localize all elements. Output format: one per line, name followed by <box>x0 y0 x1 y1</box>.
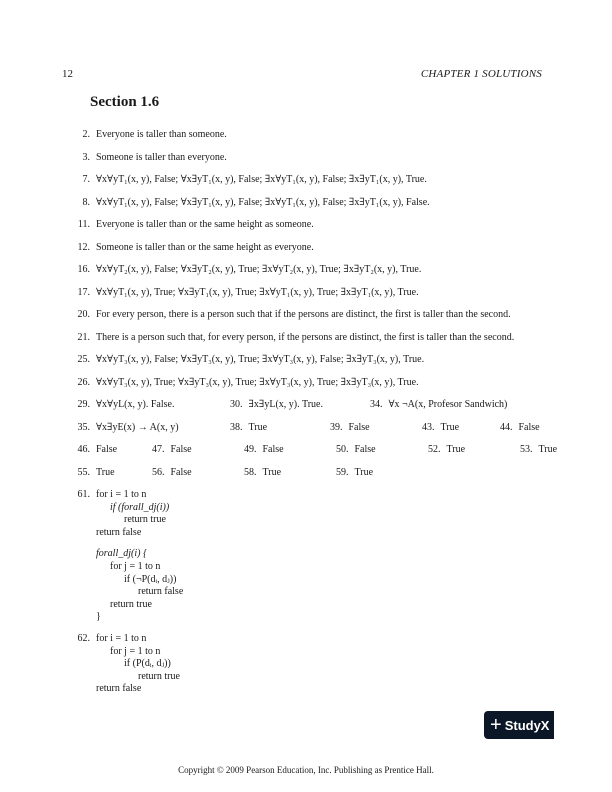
answer-item <box>60 196 542 209</box>
answer-text: True <box>248 421 268 433</box>
answer-number: 35. <box>77 421 90 433</box>
code-line: return false <box>138 586 184 598</box>
answer-item <box>230 421 330 434</box>
answer-text: False <box>170 466 192 478</box>
answer-item <box>336 466 428 479</box>
answer-number: 11. <box>77 219 90 230</box>
answer-item <box>60 218 542 231</box>
answer-item <box>152 443 244 456</box>
code-line: return false <box>96 526 142 538</box>
answer-item <box>422 421 500 434</box>
section-title: Section 1.6 <box>90 94 160 110</box>
answer-text: ∃x∃yL(x, y). True. <box>248 399 323 410</box>
badge-label: StudyX <box>504 717 550 733</box>
answer-text: False <box>518 421 540 433</box>
answer-number: 25. <box>77 354 90 365</box>
answer-item <box>60 173 542 186</box>
answer-item <box>60 443 152 456</box>
answer-item <box>60 466 152 479</box>
answer-text: True <box>538 444 558 455</box>
answer-61 <box>60 488 542 623</box>
answer-number: 20. <box>77 309 90 320</box>
answer-item <box>428 443 520 456</box>
answer-number: 29. <box>77 399 90 410</box>
code-line: return true <box>138 670 180 682</box>
code-line: if (P(dᵢ, dⱼ)) <box>124 658 171 670</box>
answer-item <box>230 398 370 411</box>
answer-text: Someone is taller than or the same height as everyone. <box>96 241 314 253</box>
answer-number: 59. <box>336 466 349 478</box>
answer-number: 44. <box>500 421 513 433</box>
code-line: if (forall_dj(i)) <box>110 501 170 513</box>
answer-text: True <box>354 466 374 478</box>
answer-item <box>520 443 558 456</box>
answer-number: 2. <box>82 129 90 140</box>
answer-number: 52. <box>428 444 441 455</box>
answer-text: ∀x ¬A(x, Profesor Sandwich) <box>388 399 508 410</box>
answer-text: ∀x∀yT₁(x, y), True; ∀x∃yT₁(x, y), True; ∃x∀yT₁(x, y), True; ∃x∃yT₁(x, y), True. <box>96 286 419 298</box>
answer-number: 55. <box>77 466 90 478</box>
answer-text: Someone is taller than everyone. <box>96 151 227 163</box>
answer-item <box>60 263 542 276</box>
answer-item <box>244 466 336 479</box>
answer-number: 46. <box>77 444 90 455</box>
answer-item <box>60 421 230 434</box>
code-line: forall_dj(i) { <box>96 548 147 560</box>
answer-number: 12. <box>77 241 90 253</box>
code-line: for i = 1 to n <box>96 489 147 500</box>
answer-number: 21. <box>77 331 90 343</box>
answers-content <box>60 128 558 704</box>
answer-number: 61. <box>77 489 90 500</box>
running-head: CHAPTER 1 SOLUTIONS <box>420 68 542 80</box>
code-line: return true <box>124 514 166 526</box>
answer-number: 58. <box>244 466 257 478</box>
answer-text: There is a person such that, for every person, if the persons are distinct, the first is taller than the second. <box>96 331 515 343</box>
plus-icon: + <box>490 714 502 736</box>
answer-grid-row <box>60 421 542 434</box>
answer-item <box>60 353 542 366</box>
code-line: } <box>96 611 101 623</box>
answer-number: 16. <box>77 264 90 275</box>
answer-number: 34. <box>370 399 383 410</box>
answer-number: 50. <box>336 444 349 455</box>
answer-text: False <box>96 444 118 455</box>
answer-number: 26. <box>77 376 90 388</box>
answer-number: 17. <box>77 286 90 298</box>
answer-item <box>60 331 542 344</box>
answer-text: False <box>262 444 284 455</box>
code-line: return true <box>110 598 152 610</box>
answer-number: 56. <box>152 466 165 478</box>
pseudocode-61 <box>90 488 183 623</box>
answer-62 <box>60 632 542 695</box>
answer-item <box>60 398 230 411</box>
answer-item <box>152 466 244 479</box>
answer-text: True <box>440 421 460 433</box>
answer-text: Everyone is taller than or the same height as someone. <box>96 219 314 230</box>
answer-item <box>244 443 336 456</box>
pseudocode-62 <box>90 632 180 695</box>
answer-number: 38. <box>230 421 243 433</box>
answer-number: 62. <box>77 632 90 644</box>
answer-text: True <box>96 466 115 478</box>
answer-grid-row <box>60 398 542 411</box>
answer-grid-row <box>60 466 542 479</box>
page-number: 12 <box>62 68 73 80</box>
answer-list <box>60 128 542 389</box>
answer-text: For every person, there is a person such that if the persons are distinct, the first is taller than the second. <box>96 309 511 320</box>
answer-number: 53. <box>520 444 533 455</box>
answer-text: ∀x∀yT₃(x, y), True; ∀x∃yT₃(x, y), True; ∃x∀yT₃(x, y), True; ∃x∃yT₃(x, y), True. <box>96 376 419 388</box>
answer-item <box>60 286 542 299</box>
answer-number: 30. <box>230 399 243 410</box>
answer-text: ∀x∀yL(x, y). False. <box>96 399 175 410</box>
answer-number: 43. <box>422 421 435 433</box>
answer-item <box>60 376 542 389</box>
answer-grid <box>60 398 558 479</box>
answer-item <box>500 421 542 434</box>
answer-number: 7. <box>82 174 90 185</box>
answer-item <box>60 151 542 164</box>
answer-text: False <box>348 421 370 433</box>
answer-text: True <box>262 466 282 478</box>
answer-text: Everyone is taller than someone. <box>96 129 227 140</box>
answer-item <box>60 128 542 141</box>
answer-text: ∀x∀yT₂(x, y), False; ∀x∃yT₂(x, y), True; ∃x∀yT₂(x, y), True; ∃x∃yT₂(x, y), True. <box>96 264 422 275</box>
answer-item <box>330 421 422 434</box>
code-line: if (¬P(dᵢ, dⱼ)) <box>124 573 177 585</box>
answer-item <box>370 398 542 411</box>
answer-text: ∀x∃yE(x) → A(x, y) <box>96 421 179 433</box>
answer-item <box>60 308 542 321</box>
answer-number: 49. <box>244 444 257 455</box>
answer-text: False <box>354 444 376 455</box>
code-line: for i = 1 to n <box>96 632 147 644</box>
answer-item <box>336 443 428 456</box>
answer-number: 47. <box>152 444 165 455</box>
answer-text: True <box>446 444 466 455</box>
answer-text: False <box>170 444 192 455</box>
code-line: for j = 1 to n <box>110 560 161 572</box>
studyx-badge[interactable] <box>484 711 554 739</box>
answer-item <box>60 241 542 254</box>
copyright-footer: Copyright © 2009 Pearson Education, Inc. Publishing as Prentice Hall. <box>178 765 434 775</box>
answer-number: 3. <box>82 151 90 163</box>
answer-number: 8. <box>82 196 90 208</box>
answer-grid-row <box>60 443 558 456</box>
code-line: return false <box>96 683 142 695</box>
answer-text: ∀x∀yT₃(x, y), False; ∀x∃yT₃(x, y), True; ∃x∀yT₃(x, y), False; ∃x∃yT₃(x, y), True. <box>96 354 425 365</box>
answer-number: 39. <box>330 421 343 433</box>
code-line: for j = 1 to n <box>110 645 161 657</box>
answer-text: ∀x∀yT₁(x, y), False; ∀x∃yT₁(x, y), False; ∃x∀yT₁(x, y), False; ∃x∃yT₁(x, y), False. <box>96 196 430 208</box>
answer-text: ∀x∀yT₁(x, y), False; ∀x∃yT₁(x, y), False; ∃x∀yT₁(x, y), False; ∃x∃yT₁(x, y), True. <box>96 174 427 185</box>
